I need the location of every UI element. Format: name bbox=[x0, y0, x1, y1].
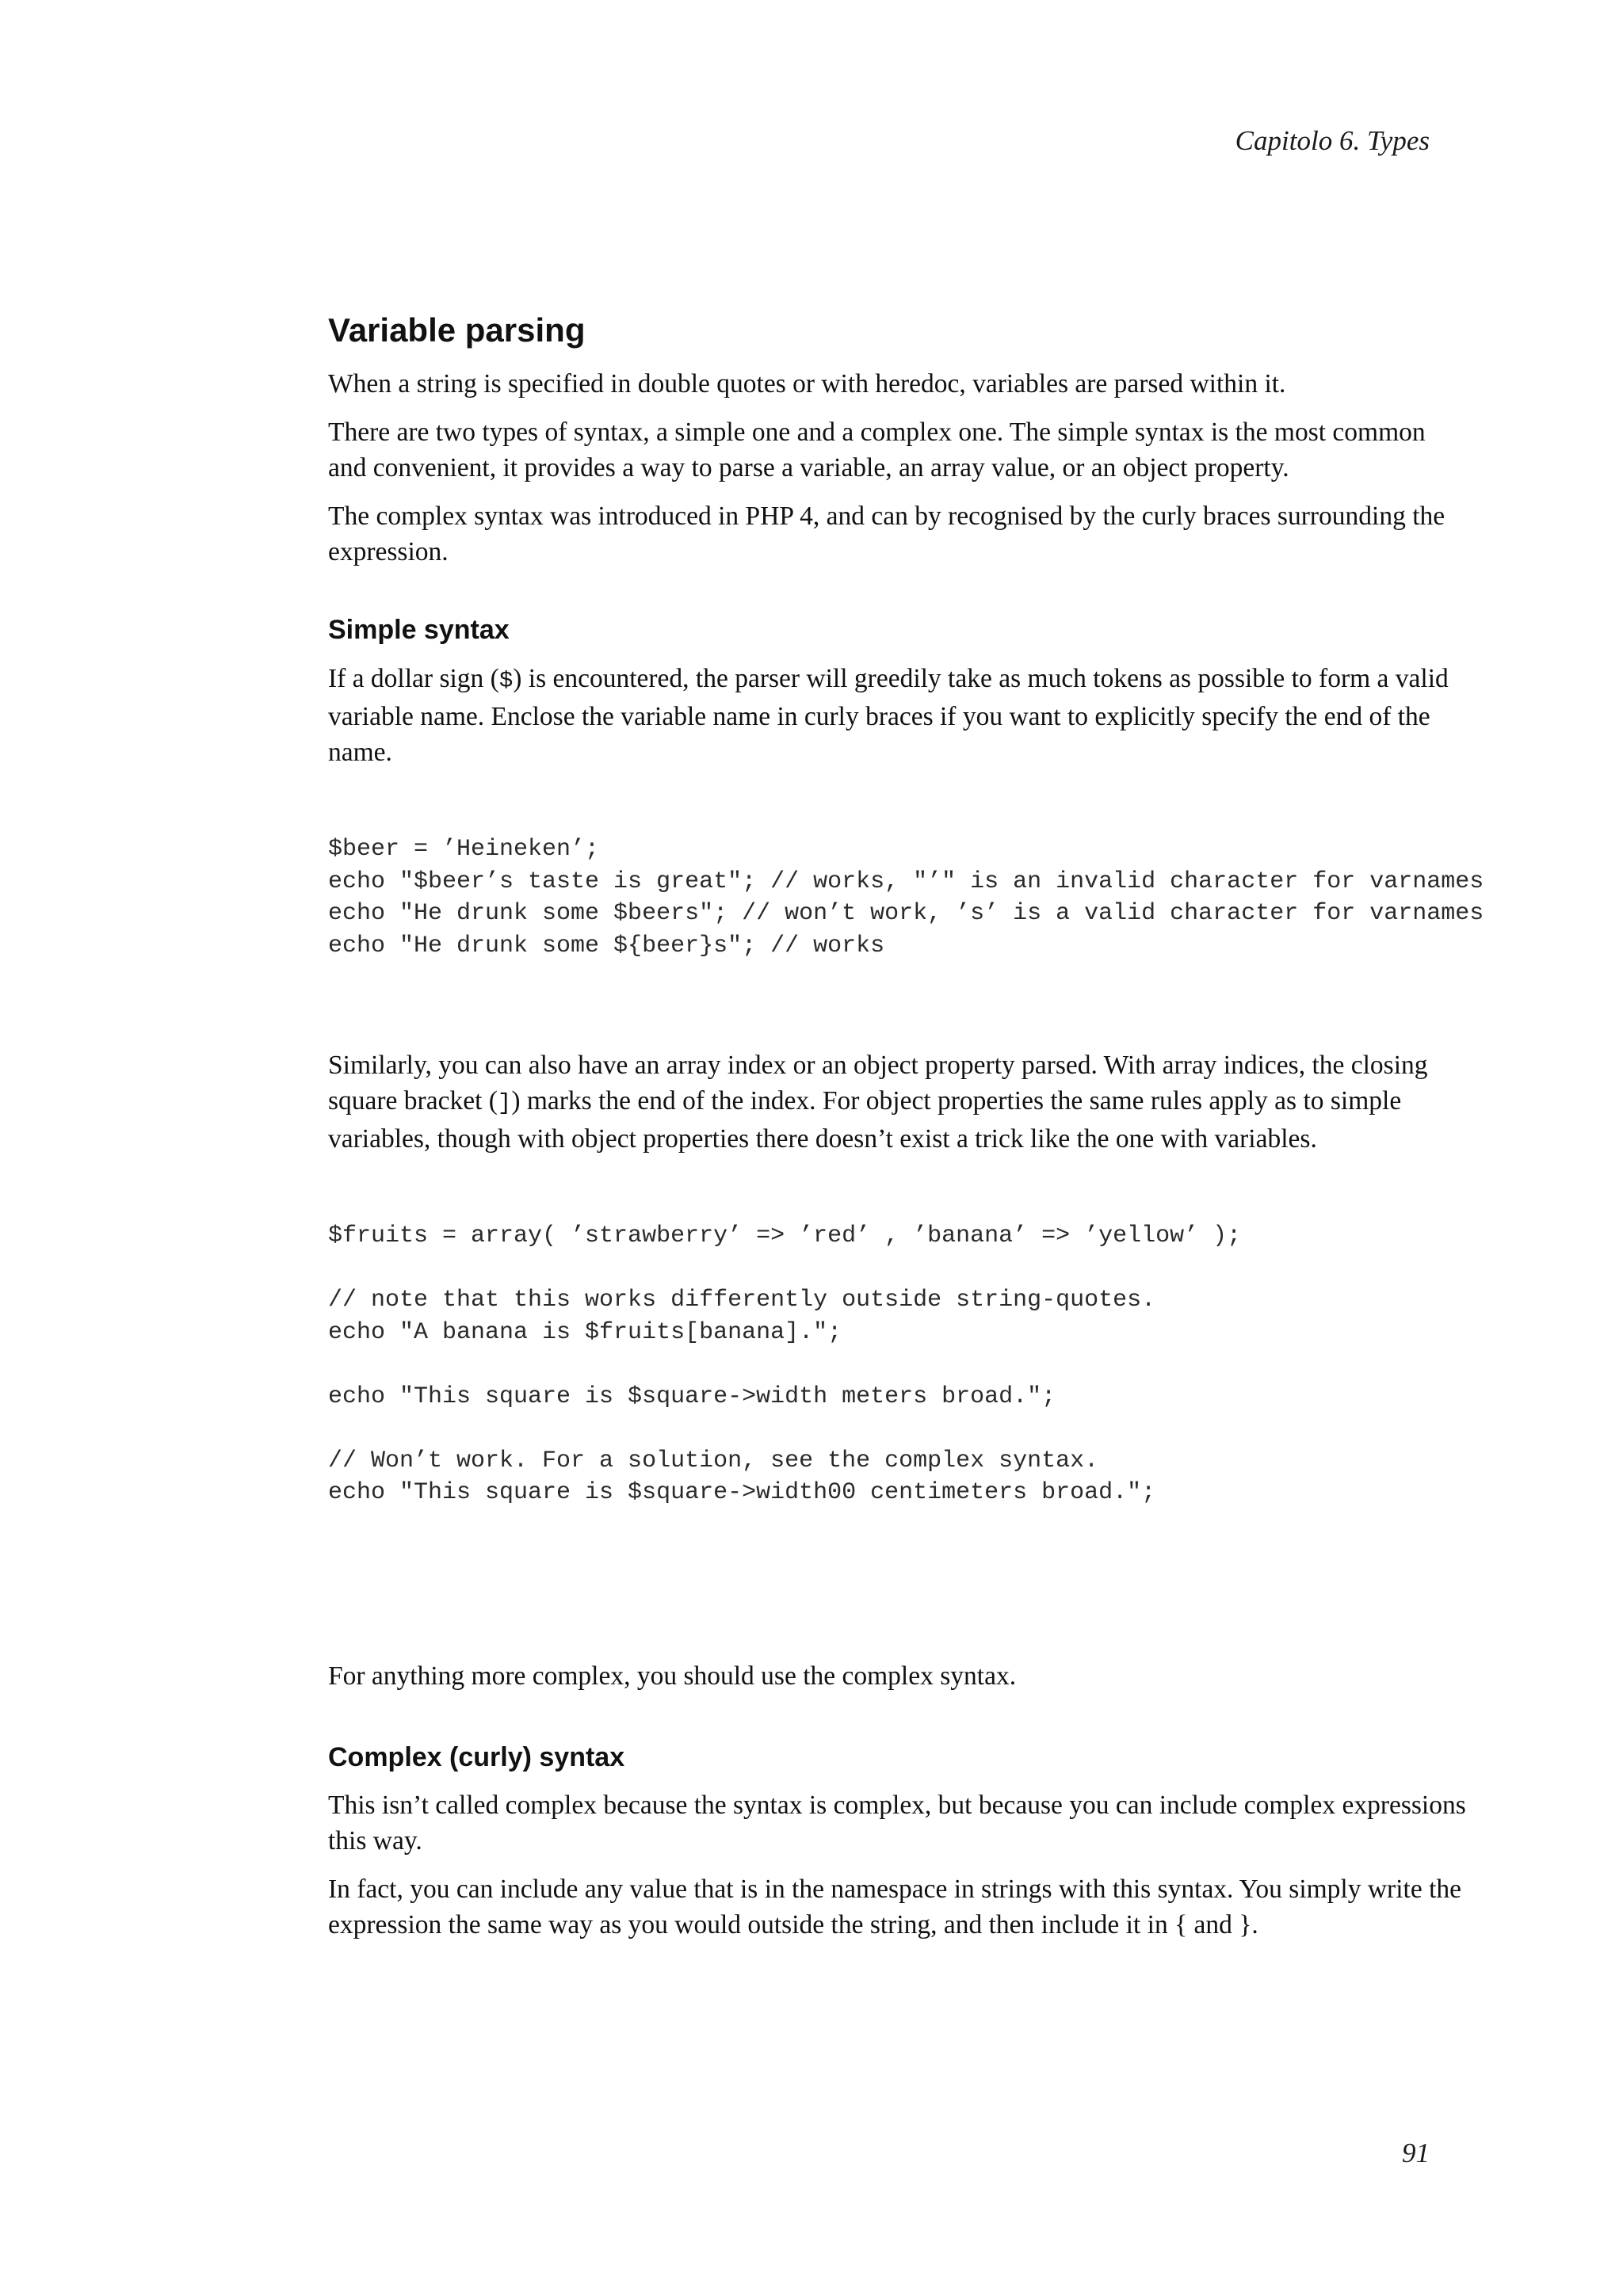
paragraph-complex-intro: The complex syntax was introduced in PHP 4, and can by recognised by the curly braces surrounding the expression. bbox=[328, 502, 1445, 567]
code-block-beer: $beer = ’Heineken’; echo "$beer’s taste is great"; // works, "’" is an invalid character for varnames echo "He drunk some $beers"; // won’t work, ’s’ is a valid character for varnames echo "He drunk some ${beer}s"; // works bbox=[328, 836, 1484, 959]
paragraph-more-complex: For anything more complex, you should use the complex syntax. bbox=[328, 1661, 1017, 1691]
paragraph-intro: When a string is specified in double quotes or with heredoc, variables are parsed within it. bbox=[328, 369, 1286, 399]
text-fragment: ) is encountered, the parser will greedily take as much tokens as possible to form a valid variable name. Enclose the variable name in curly braces if you want to explicitly specify the end of the name. bbox=[328, 664, 1449, 768]
paragraph-syntax-types: There are two types of syntax, a simple one and a complex one. The simple syntax is the most common and convenient, it provides a way to parse a variable, an array value, or an object property. bbox=[328, 418, 1426, 483]
subsection-title-complex: Complex (curly) syntax bbox=[328, 1741, 625, 1772]
running-header: Capitolo 6. Types bbox=[1235, 125, 1430, 156]
page-number: 91 bbox=[1402, 2138, 1430, 2168]
paragraph-complex-explained: This isn’t called complex because the syntax is complex, but because you can include complex expressions this way. bbox=[328, 1791, 1466, 1856]
paragraph-dollar-sign bbox=[328, 661, 1469, 770]
text-fragment: If a dollar sign ( bbox=[328, 664, 499, 694]
text-fragment: ) marks the end of the index. For object properties the same rules apply as to simple variables, though with object properties there doesn’t exist a trick like the one with variables. bbox=[328, 1086, 1402, 1154]
inline-code-dollar: $ bbox=[498, 668, 514, 695]
paragraph-array-index bbox=[328, 1047, 1469, 1157]
text-fragment: Similarly, you can also have an array index or an object property parsed. With array indices, the closing square bracket ( bbox=[328, 1051, 1428, 1116]
page-content bbox=[328, 311, 1533, 1955]
code-block-fruits: $fruits = array( ’strawberry’ => ’red’ , ’banana’ => ’yellow’ ); // note that this works differently outside string-quotes. echo "A banana is $fruits[banana]."; echo "This square is $square->width meters broad."; // Won’t work. For a solution, see the complex syntax. echo "This square is $square->width00 centimeters broad."; bbox=[328, 1222, 1242, 1507]
paragraph-namespace: In fact, you can include any value that is in the namespace in strings with this syntax. You simply write the expression the same way as you would outside the string, and then include it in { and }. bbox=[328, 1875, 1461, 1940]
section-title: Variable parsing bbox=[328, 311, 586, 349]
inline-code-bracket: ] bbox=[497, 1090, 512, 1117]
subsection-title-simple: Simple syntax bbox=[328, 615, 510, 646]
